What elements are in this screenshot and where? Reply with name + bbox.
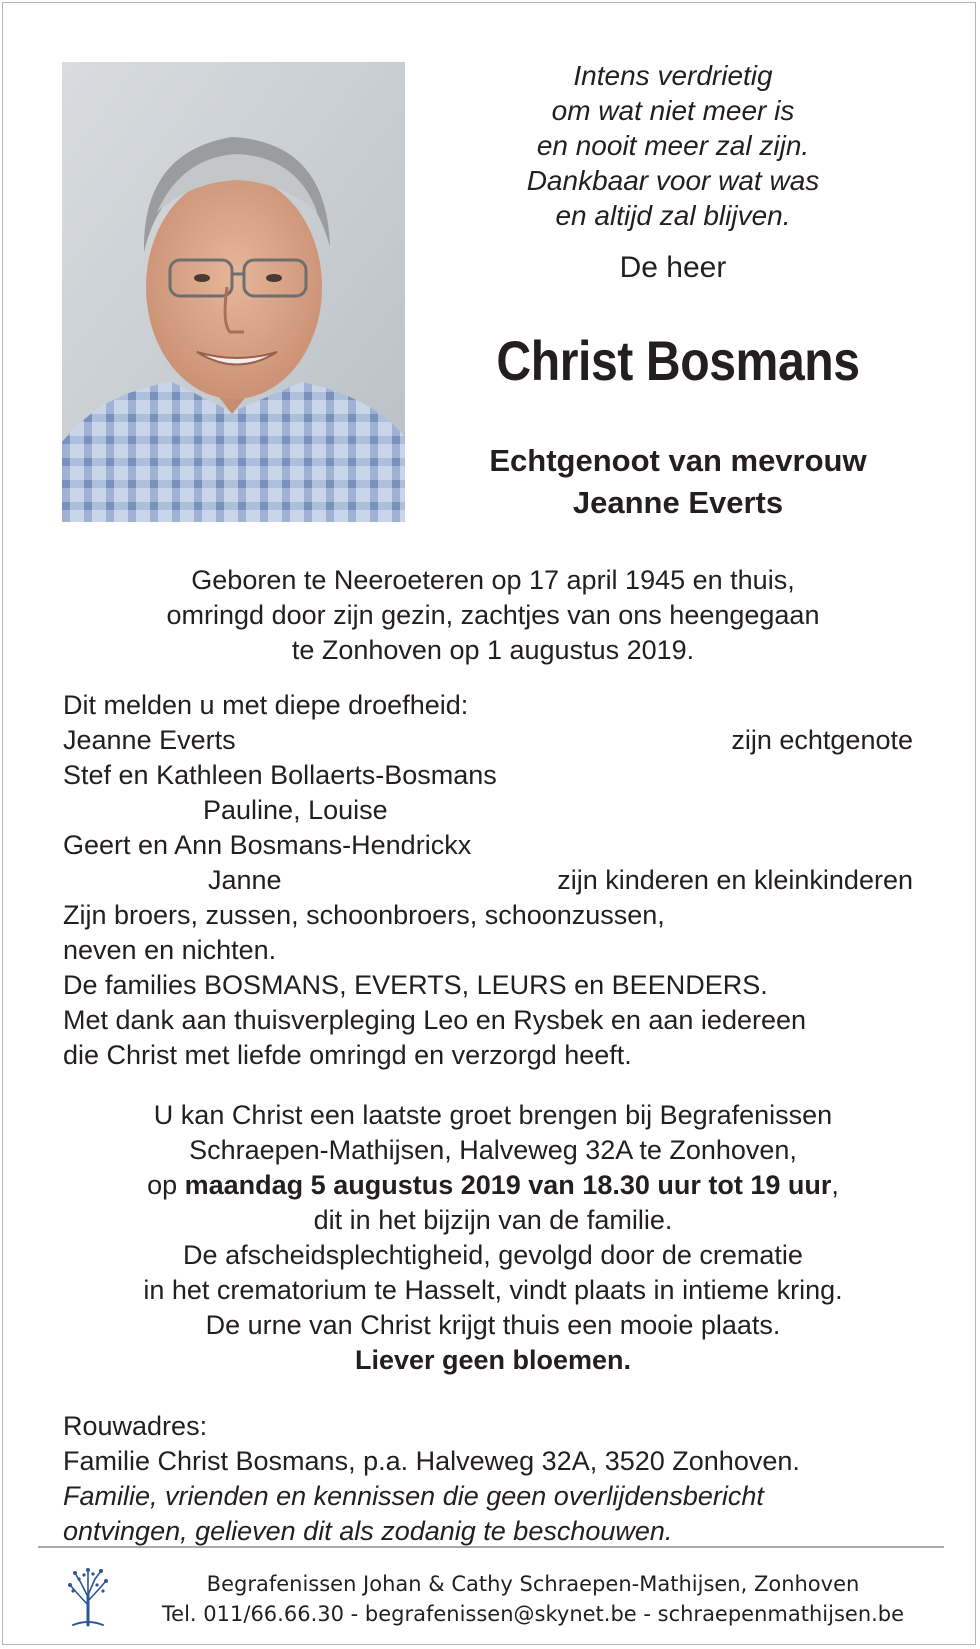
- text-line: De urne van Christ krijgt thuis een mooie plaats.: [205, 1310, 781, 1340]
- deceased-name: Christ Bosmans: [496, 329, 860, 392]
- family-siblings: Zijn broers, zussen, schoonbroers, schoonzussen,: [63, 900, 665, 930]
- salutation: De heer: [619, 251, 727, 284]
- farewell-info: [63, 1098, 923, 1378]
- address-line: Familie Christ Bosmans, p.a. Halveweg 32A, 3520 Zonhoven.: [63, 1446, 800, 1476]
- poem-line: en nooit meer zal zijn.: [536, 130, 810, 161]
- family-list: [63, 688, 913, 1073]
- text-fragment: ,: [831, 1170, 839, 1200]
- text-line: Schraepen-Mathijsen, Halveweg 32A te Zonhoven,: [189, 1135, 797, 1165]
- family-families: De families BOSMANS, EVERTS, LEURS en BEENDERS.: [63, 970, 768, 1000]
- text-line: dit in het bijzijn van de familie.: [313, 1205, 673, 1235]
- funeral-home-footer: [123, 1569, 943, 1629]
- poem-line: Dankbaar voor wat was: [526, 165, 820, 196]
- family-row-spouse: [63, 723, 913, 758]
- poem-line: Intens verdrietig: [573, 60, 773, 91]
- farewell-date: maandag 5 augustus 2019 van 18.30 uur tot 19 uur: [184, 1170, 832, 1200]
- family-child-2: Geert en Ann Bosmans-Hendrickx: [63, 830, 472, 860]
- no-flowers-text: Liever geen bloemen.: [354, 1345, 632, 1375]
- spouse-name: Jeanne Everts: [572, 485, 784, 520]
- text-line: omringd door zijn gezin, zachtjes van ons heengegaan: [166, 600, 820, 630]
- address-note: ontvingen, gelieven dit als zodanig te beschouwen.: [63, 1516, 673, 1546]
- spouse-heading: [423, 440, 933, 524]
- address-label: Rouwadres:: [63, 1411, 208, 1441]
- family-siblings: neven en nichten.: [63, 935, 277, 965]
- no-flowers: [63, 1343, 923, 1378]
- text-line: De afscheidsplechtigheid, gevolgd door de crematie: [183, 1240, 803, 1270]
- farewell-date-line: [63, 1168, 923, 1203]
- text-fragment: op: [147, 1170, 185, 1200]
- funeral-home-name: Begrafenissen Johan & Cathy Schraepen-Mathijsen, Zonhoven: [206, 1572, 860, 1596]
- family-intro: Dit melden u met diepe droefheid:: [63, 690, 469, 720]
- family-thanks: Met dank aan thuisverpleging Leo en Rysbek en aan iedereen: [63, 1005, 807, 1035]
- family-children-role: zijn kinderen en kleinkinderen: [557, 865, 913, 895]
- portrait-illustration: [62, 62, 405, 522]
- footer-divider: [38, 1546, 944, 1548]
- funeral-home-contact: Tel. 011/66.66.30 - begrafenissen@skynet.be - schraepenmathijsen.be: [161, 1602, 905, 1626]
- obituary-card: [2, 2, 976, 1645]
- poem-line: en altijd zal blijven.: [555, 200, 791, 231]
- family-thanks: die Christ met liefde omringd en verzorgd heeft.: [63, 1040, 632, 1070]
- address-note: Familie, vrienden en kennissen die geen overlijdensbericht: [63, 1481, 764, 1511]
- mourning-address: [63, 1409, 923, 1549]
- family-child-1: Stef en Kathleen Bollaerts-Bosmans: [63, 760, 497, 790]
- portrait-photo: [62, 62, 405, 522]
- memorial-poem: [443, 58, 903, 233]
- spouse-relation: Echtgenoot van mevrouw: [489, 443, 867, 478]
- text-line: U kan Christ een laatste groet brengen bij Begrafenissen: [153, 1100, 833, 1130]
- family-row-grandchildren-2: [63, 863, 913, 898]
- family-spouse-role: zijn echtgenote: [731, 725, 913, 755]
- text-line: Geboren te Neeroeteren op 17 april 1945 en thuis,: [191, 565, 795, 595]
- text-line: te Zonhoven op 1 augustus 2019.: [291, 635, 695, 665]
- poem-line: om wat niet meer is: [551, 95, 795, 126]
- tree-logo-icon: [65, 1565, 111, 1627]
- text-line: in het crematorium te Hasselt, vindt plaats in intieme kring.: [143, 1275, 843, 1305]
- family-spouse-name: Jeanne Everts: [63, 725, 236, 755]
- family-grandchildren-2: Janne: [208, 865, 282, 895]
- birth-death-text: [63, 563, 923, 668]
- family-grandchildren-1: Pauline, Louise: [203, 795, 388, 825]
